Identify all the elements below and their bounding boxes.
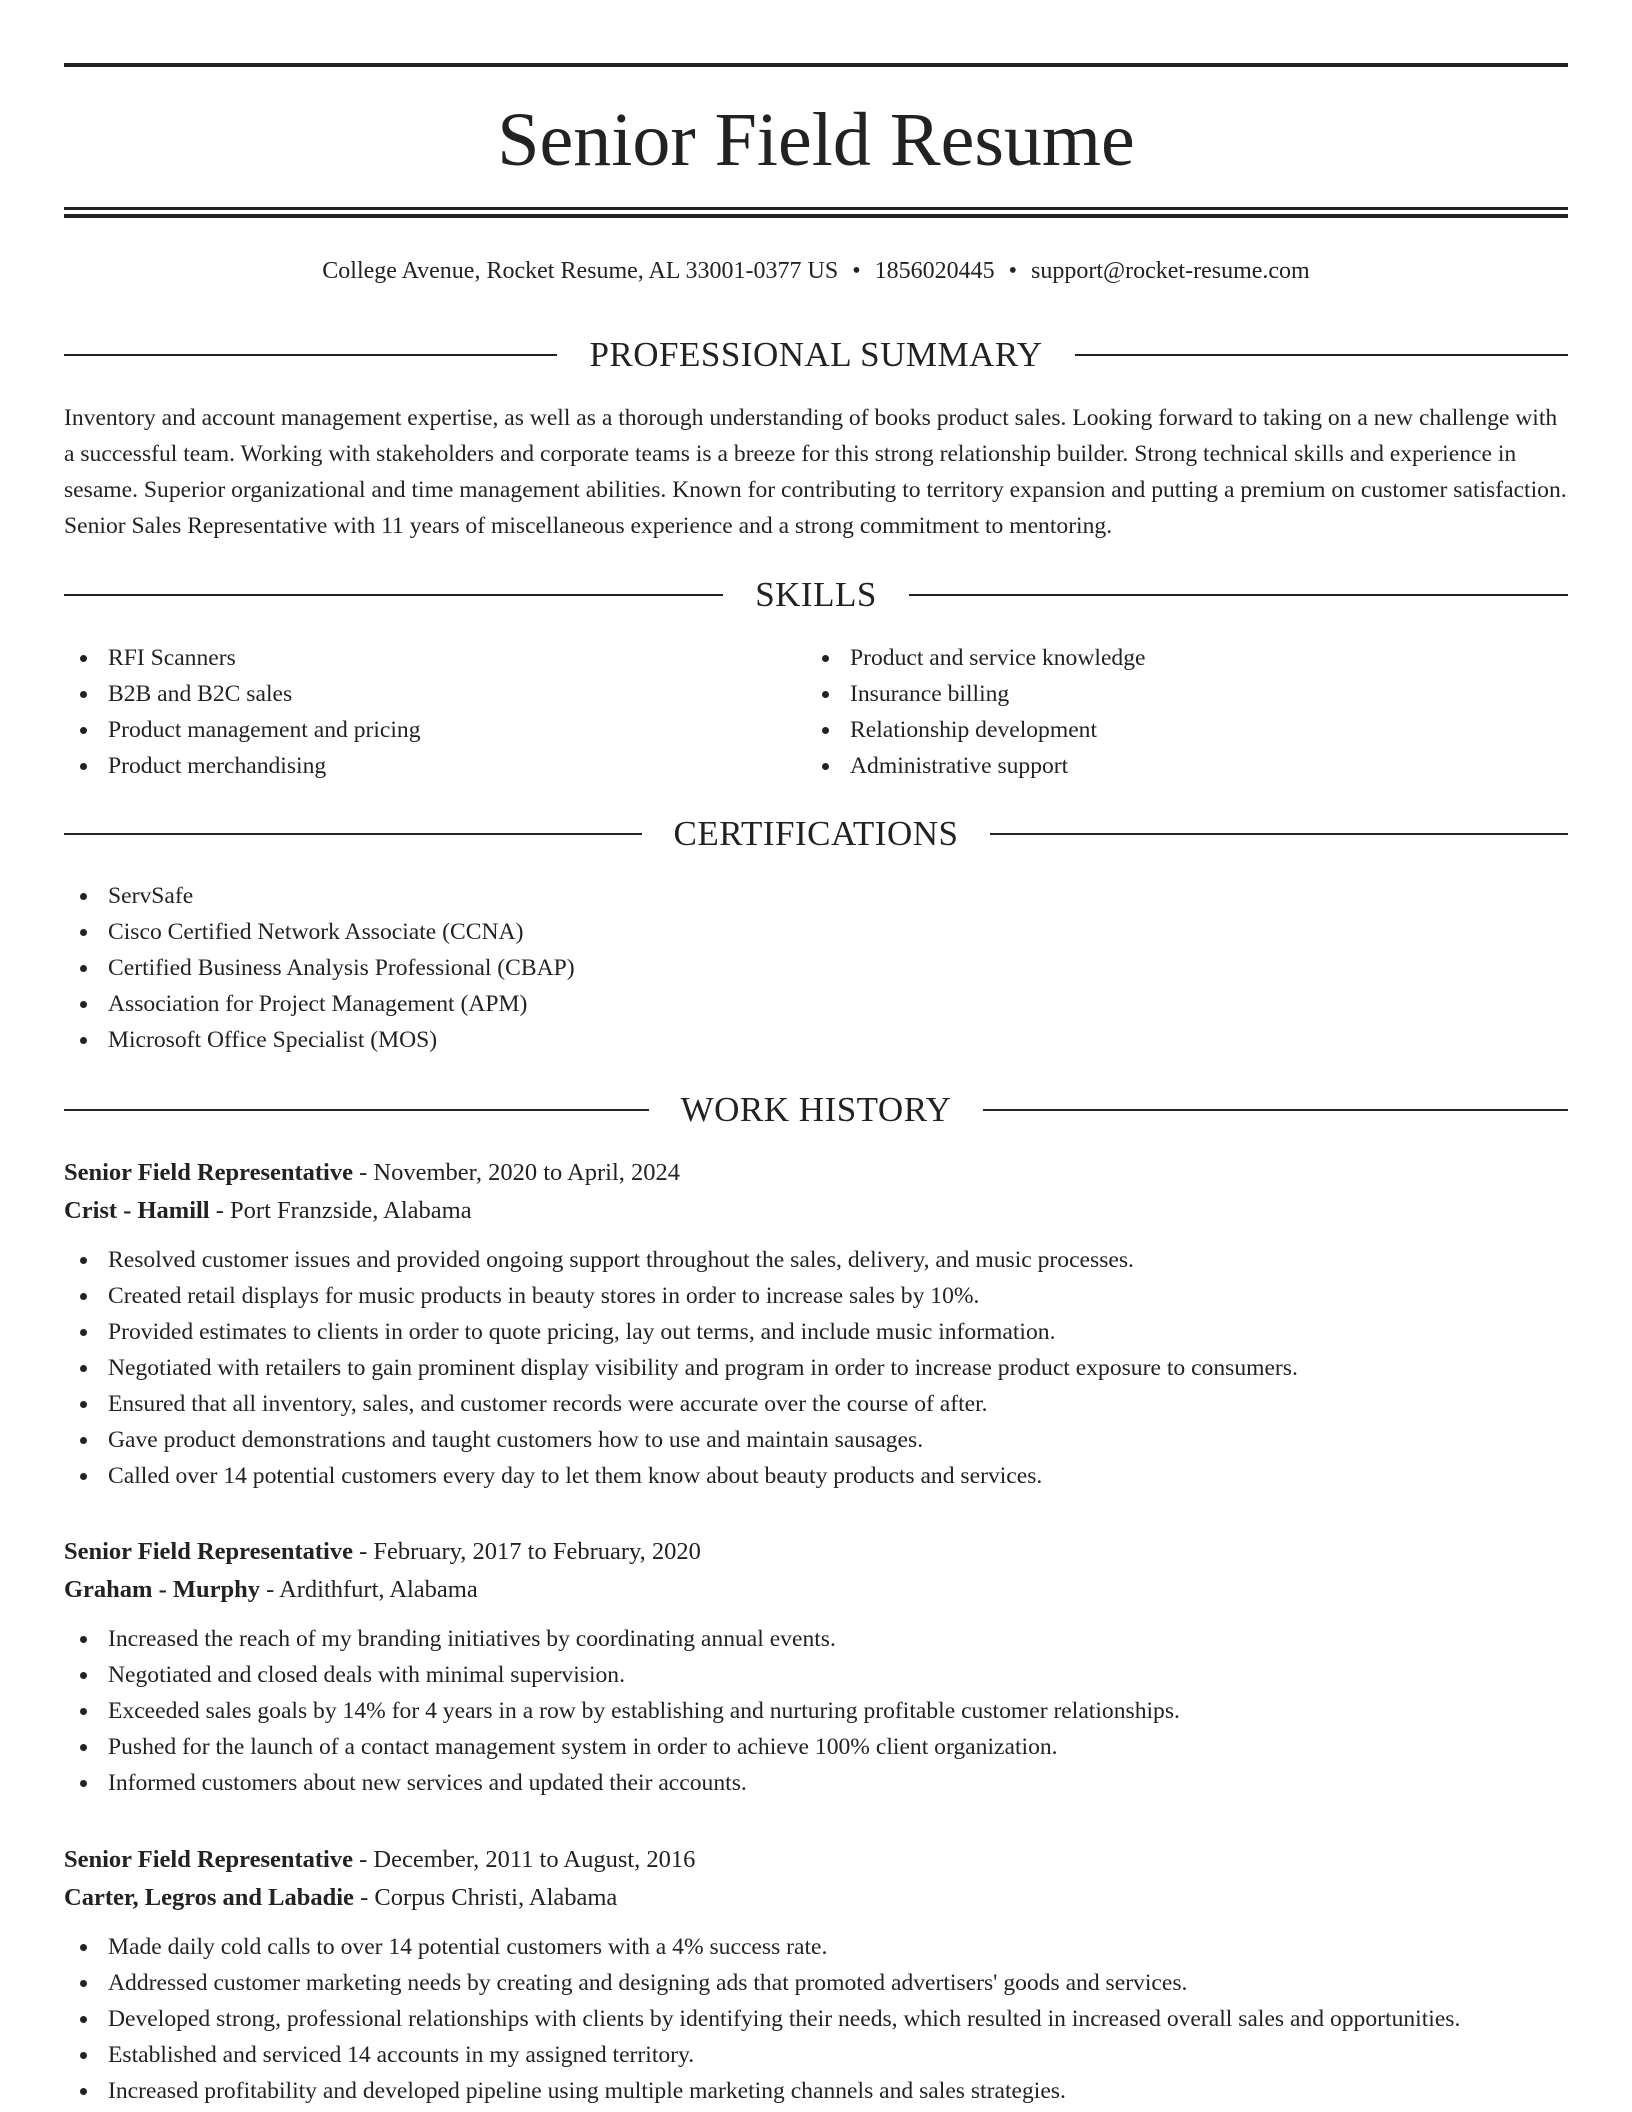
skills-list-right (806, 640, 1526, 784)
job-entry (64, 1841, 1568, 2109)
certification-item: Certified Business Analysis Professional (CBAP) (64, 950, 1568, 986)
job-location: Corpus Christi, Alabama (374, 1884, 618, 1911)
divider (983, 1109, 1568, 1111)
job-company-line (64, 1192, 1568, 1230)
dash: - (352, 1159, 374, 1186)
job-bullet: Informed customers about new services and updated their accounts. (64, 1765, 1568, 1801)
job-dates: December, 2011 to August, 2016 (373, 1846, 696, 1873)
skill-item: Product merchandising (64, 748, 784, 784)
job-dates: February, 2017 to February, 2020 (373, 1538, 701, 1565)
resume-title: Senior Field Resume (497, 98, 1135, 182)
skill-item: Insurance billing (806, 676, 1526, 712)
job-bullet: Increased profitability and developed pipeline using multiple marketing channels and sales strategies. (64, 2073, 1568, 2109)
skill-item: Relationship development (806, 712, 1526, 748)
header-bottom-rule-lower (64, 214, 1568, 218)
section-heading-summary (64, 333, 1568, 377)
job-bullets (64, 1929, 1568, 2109)
skill-item: B2B and B2C sales (64, 676, 784, 712)
job-bullet: Pushed for the launch of a contact management system in order to achieve 100% client organization. (64, 1729, 1568, 1765)
skills-list-left (64, 640, 784, 784)
skill-item: Administrative support (806, 748, 1526, 784)
divider (64, 594, 723, 596)
contact-address: College Avenue, Rocket Resume, AL 33001-0377 US (322, 258, 839, 284)
skill-item: RFI Scanners (64, 640, 784, 676)
dash: - (352, 1538, 374, 1565)
job-title: Senior Field Representative (64, 1159, 353, 1186)
resume-page (64, 0, 1568, 2112)
job-company-line (64, 1879, 1568, 1917)
section-heading-certifications (64, 812, 1568, 856)
contact-email: support@rocket-resume.com (1031, 258, 1310, 284)
contact-separator: • (1008, 258, 1018, 284)
job-bullet: Negotiated and closed deals with minimal supervision. (64, 1657, 1568, 1693)
dash: - (260, 1576, 280, 1603)
dash: - (353, 1884, 375, 1911)
job-bullet: Addressed customer marketing needs by creating and designing ads that promoted advertisers' goods and services. (64, 1965, 1568, 2001)
job-title-line (64, 1154, 1568, 1192)
contact-separator: • (852, 258, 861, 284)
header-bottom-rule-upper (64, 207, 1568, 210)
section-title: CERTIFICATIONS (673, 814, 959, 853)
skill-item: Product and service knowledge (806, 640, 1526, 676)
divider (64, 833, 642, 835)
header (64, 95, 1568, 185)
job-bullets (64, 1242, 1568, 1494)
job-bullet: Negotiated with retailers to gain prominent display visibility and program in order to increase product exposure to consumers. (64, 1350, 1568, 1386)
job-bullet: Gave product demonstrations and taught customers how to use and maintain sausages. (64, 1422, 1568, 1458)
certification-item: Association for Project Management (APM) (64, 986, 1568, 1022)
job-bullet: Developed strong, professional relationships with clients by identifying their needs, which resulted in increased overall sales and opportunities. (64, 2001, 1568, 2037)
job-title: Senior Field Representative (64, 1538, 353, 1565)
divider (1075, 354, 1568, 356)
contact-line (64, 254, 1568, 288)
divider (990, 833, 1568, 835)
section-title: WORK HISTORY (680, 1090, 952, 1129)
job-bullet: Increased the reach of my branding initiatives by coordinating annual events. (64, 1621, 1568, 1657)
divider (64, 1109, 649, 1111)
divider (64, 354, 557, 356)
certification-item: ServSafe (64, 878, 1568, 914)
job-bullet: Called over 14 potential customers every day to let them know about beauty products and services. (64, 1458, 1568, 1494)
job-bullet: Resolved customer issues and provided ongoing support throughout the sales, delivery, and music processes. (64, 1242, 1568, 1278)
job-company: Crist - Hamill (64, 1197, 210, 1224)
certifications-list (64, 878, 1568, 1058)
summary-text: Inventory and account management expertise, as well as a thorough understanding of books product sales. Looking forward to taking on a new challenge with a successful team. Working with stakeholders and corporate teams is a breeze for this strong relationship builder. Strong technical skills and experience in sesame. Superior organizational and time management abilities. Known for contributing to territory expansion and putting a premium on customer satisfaction. Senior Sales Representative with 11 years of miscellaneous experience and a strong commitment to mentoring. (64, 405, 1567, 539)
header-top-rule (64, 63, 1568, 67)
section-title: PROFESSIONAL SUMMARY (589, 335, 1043, 374)
job-bullet: Established and serviced 14 accounts in my assigned territory. (64, 2037, 1568, 2073)
job-title-line (64, 1841, 1568, 1879)
section-title: SKILLS (755, 575, 877, 614)
job-bullet: Made daily cold calls to over 14 potential customers with a 4% success rate. (64, 1929, 1568, 1965)
job-bullet: Ensured that all inventory, sales, and customer records were accurate over the course of after. (64, 1386, 1568, 1422)
job-entry (64, 1154, 1568, 1494)
job-title-line (64, 1533, 1568, 1571)
job-bullet: Provided estimates to clients in order to quote pricing, lay out terms, and include music information. (64, 1314, 1568, 1350)
job-company: Graham - Murphy (64, 1576, 260, 1603)
dash: - (209, 1197, 231, 1224)
section-heading-work-history (64, 1088, 1568, 1132)
skill-item: Product management and pricing (64, 712, 784, 748)
dash: - (352, 1846, 374, 1873)
job-bullet: Created retail displays for music products in beauty stores in order to increase sales by 10%. (64, 1278, 1568, 1314)
certification-item: Cisco Certified Network Associate (CCNA) (64, 914, 1568, 950)
contact-phone: 1856020445 (874, 258, 995, 284)
divider (909, 594, 1568, 596)
job-location: Ardithfurt, Alabama (279, 1576, 478, 1603)
section-heading-skills (64, 573, 1568, 617)
job-entry (64, 1533, 1568, 1801)
job-bullets (64, 1621, 1568, 1801)
job-title: Senior Field Representative (64, 1846, 353, 1873)
job-location: Port Franzside, Alabama (230, 1197, 472, 1224)
job-dates: November, 2020 to April, 2024 (373, 1159, 681, 1186)
certification-item: Microsoft Office Specialist (MOS) (64, 1022, 1568, 1058)
job-bullet: Exceeded sales goals by 14% for 4 years in a row by establishing and nurturing profitable customer relationships. (64, 1693, 1568, 1729)
job-company-line (64, 1571, 1568, 1609)
job-company: Carter, Legros and Labadie (64, 1884, 354, 1911)
